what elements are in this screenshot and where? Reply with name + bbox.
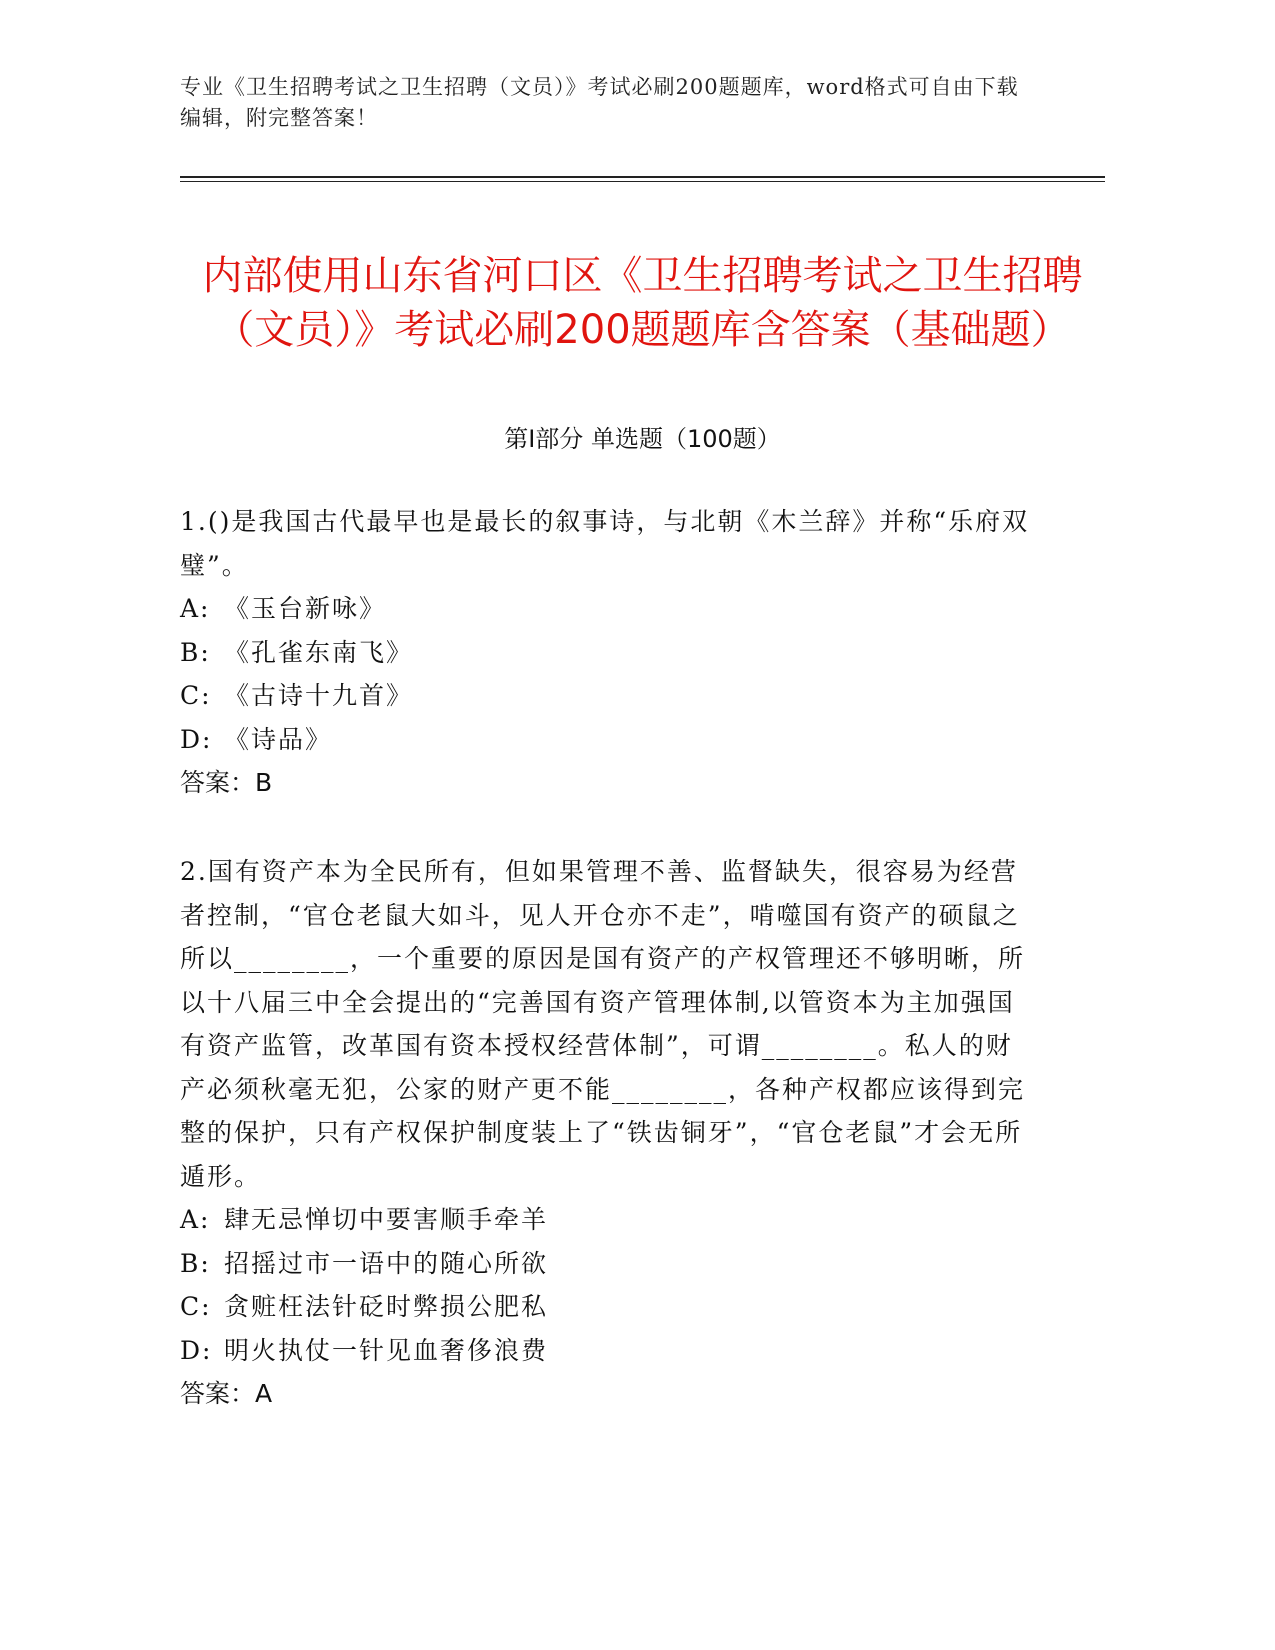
option-b: [180, 631, 1030, 675]
option-c: [180, 674, 1030, 718]
option-key: D:: [180, 724, 213, 754]
option-a: [180, 1198, 1030, 1242]
option-key: C:: [180, 681, 212, 710]
header-divider-thin: [180, 181, 1105, 182]
question-stem: 1.()是我国古代最早也是最长的叙事诗，与北朝《木兰辞》并称“乐府双璧”。: [180, 507, 1030, 580]
question-item: [180, 850, 1030, 1416]
option-text: 肆无忌惮切中要害顺手牵羊: [224, 1205, 549, 1234]
option-text: 《玉台新咏》: [224, 594, 387, 623]
option-key: B:: [180, 637, 211, 667]
option-text: 明火执仗一针见血奢侈浪费: [224, 1335, 549, 1365]
document-title: 内部使用山东省河口区《卫生招聘考试之卫生招聘（文员）》考试必刷200题题库含答案（基础题）: [202, 252, 1083, 353]
header-divider-thick: [180, 176, 1105, 178]
option-text: 《孔雀东南飞》: [224, 637, 414, 667]
option-key: D:: [180, 1335, 213, 1365]
question-stem: 2.国有资产本为全民所有，但如果管理不善、监督缺失，很容易为经营者控制，“官仓老鼠大如斗，见人开仓亦不走”，啃噬国有资产的硕鼠之所以________，一个重要的原因是国有资产的产权管理还不够明晰，所以十八届三中全会提出的“完善国有资产管理体制,以管资本为主加强国有资产监管，改革国有资本授权经营体制”，可谓________。私人的财产必须秋毫无犯，公家的财产更不能________，各种产权都应该得到完整的保护，只有产权保护制度装上了“铁齿铜牙”，“官仓老鼠”才会无所遁形。: [180, 857, 1026, 1191]
option-key: A:: [180, 1205, 211, 1234]
option-key: C:: [180, 1292, 212, 1321]
option-d: [180, 1329, 1030, 1373]
option-text: 招摇过市一语中的随心所欲: [224, 1248, 549, 1278]
question-item: [180, 500, 1030, 805]
header-note: 专业《卫生招聘考试之卫生招聘（文员）》考试必刷200题题库，word格式可自由下载编辑，附完整答案！: [180, 75, 1019, 130]
option-a: [180, 587, 1030, 631]
option-text: 《古诗十九首》: [224, 681, 414, 710]
answer-line: 答案：B: [180, 768, 273, 797]
option-b: [180, 1242, 1030, 1286]
answer-line: 答案：A: [180, 1379, 273, 1408]
option-key: A:: [180, 594, 211, 623]
section-title: 第Ⅰ部分 单选题（100题）: [504, 425, 781, 453]
option-d: [180, 718, 1030, 762]
option-text: 《诗品》: [224, 724, 333, 754]
option-key: B:: [180, 1248, 211, 1278]
option-c: [180, 1285, 1030, 1329]
option-text: 贪赃枉法针砭时弊损公肥私: [224, 1292, 549, 1321]
